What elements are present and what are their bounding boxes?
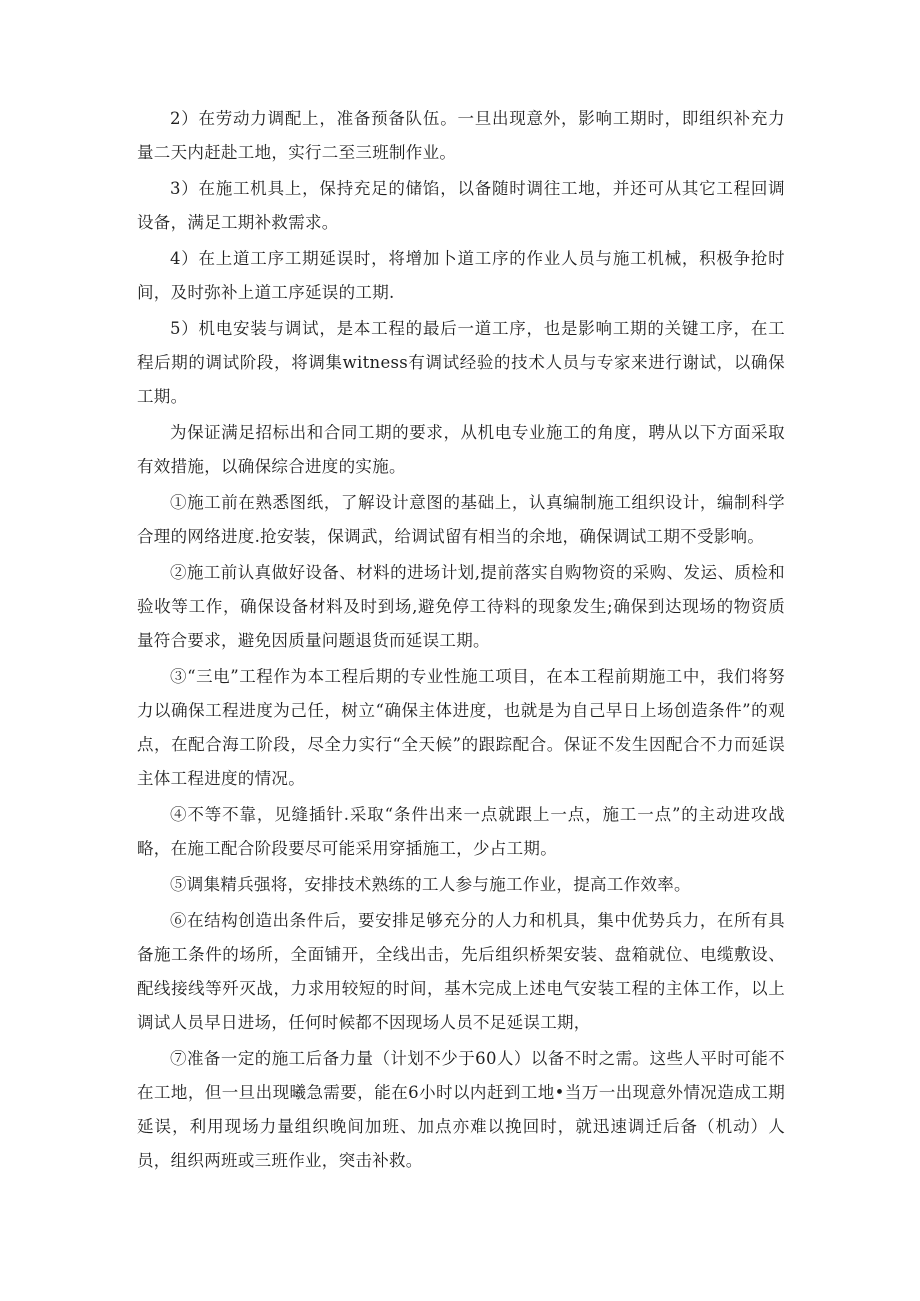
paragraph-measure-4: ④不等不靠，见缝插针.采取“条件出来一点就跟上一点，施工一点”的主动进攻战略，在施工配合阶段要尽可能采用穿插施工，少占工期。: [137, 805, 785, 858]
paragraph-measure-6: ⑥在结构创造出条件后，要安排足够充分的人力和机具，集中优势兵力，在所有具备施工条件的场所，全面铺开，全线出击，先后组织桥架安装、盘箱就位、电缆敷设、配线接线等歼灭战，力求用较短的时间，基木完成上述电气安装工程的主体工作，以上调试人员早日进场，任何时候都不因现场人员不足延误工期，: [137, 911, 785, 1032]
paragraph-labor-allocation: 2）在劳动力调配上，准备预备队伍。一旦出现意外，影响工期时，即组织补充力量二天内赶赴工地，实行二至三班制作业。: [137, 109, 785, 162]
paragraph-equipment-reserve: 3）在施工机具上，保持充足的储馅，以备随时调往工地，并还可从其它工程回调设备，满足工期补救需求。: [137, 179, 785, 232]
paragraph-commissioning: 5）机电安装与调试，是本工程的最后一道工序，也是影响工期的关键工序，在工程后期的调试阶段，将调集witness有调试经验的技术人员与专家来进行谢试，以确保工期。: [137, 319, 785, 406]
paragraph-measure-5: ⑤调集精兵强将，安排技术熟练的工人参与施工作业，提高工作效率。: [170, 875, 691, 894]
paragraph-schedule-measures-intro: 为保证满足招标出和合同工期的要求，从机电专业施工的角度，聘从以下方面采取有效措施，以确保综合进度的实施。: [137, 423, 785, 476]
paragraph-measure-7: ⑦准备一定的施工后备力量（计划不少于60人）以备不时之需。这些人平时可能不在工地，但一旦出现曦急需要，能在6小时以内赶到工地•当万一出现意外情况造成工期延误，利用现场力量组织晚间加班、加点亦难以挽回时，就迅速调迁后备（机动）人员，组织两班或三班作业，突击补救。: [137, 1049, 785, 1170]
document-body: [137, 102, 785, 1178]
paragraph-process-delay: 4）在上道工序工期延误时，将增加卜道工序的作业人员与施工机械，积极争抢时间，及时弥补上道工序延误的工期.: [137, 249, 785, 302]
paragraph-measure-1: ①施工前在熟悉图纸，了解设计意图的基础上，认真编制施工组织设计，编制科学合理的网络进度.抢安装，保调武，给调试留有相当的余地，确保调试工期不受影响。: [137, 493, 785, 546]
paragraph-measure-2: ②施工前认真做好设备、材料的进场计划,提前落实自购物资的采购、发运、质检和验收等工作，确保设备材料及时到场,避免停工待料的现象发生;确保到达现场的物资质量符合要求，避免因质量问题退货而延误工期。: [137, 563, 785, 650]
paragraph-measure-3: ③“三电”工程作为本工程后期的专业性施工项目，在本工程前期施工中，我们将努力以确保工程进度为己任，树立“确保主体进度，也就是为自己早日上场创造条件”的观点，在配合海工阶段，尽全力实行“全天候”的跟踪配合。保证不发生因配合不力而延误主体工程进度的情况。: [137, 667, 785, 788]
